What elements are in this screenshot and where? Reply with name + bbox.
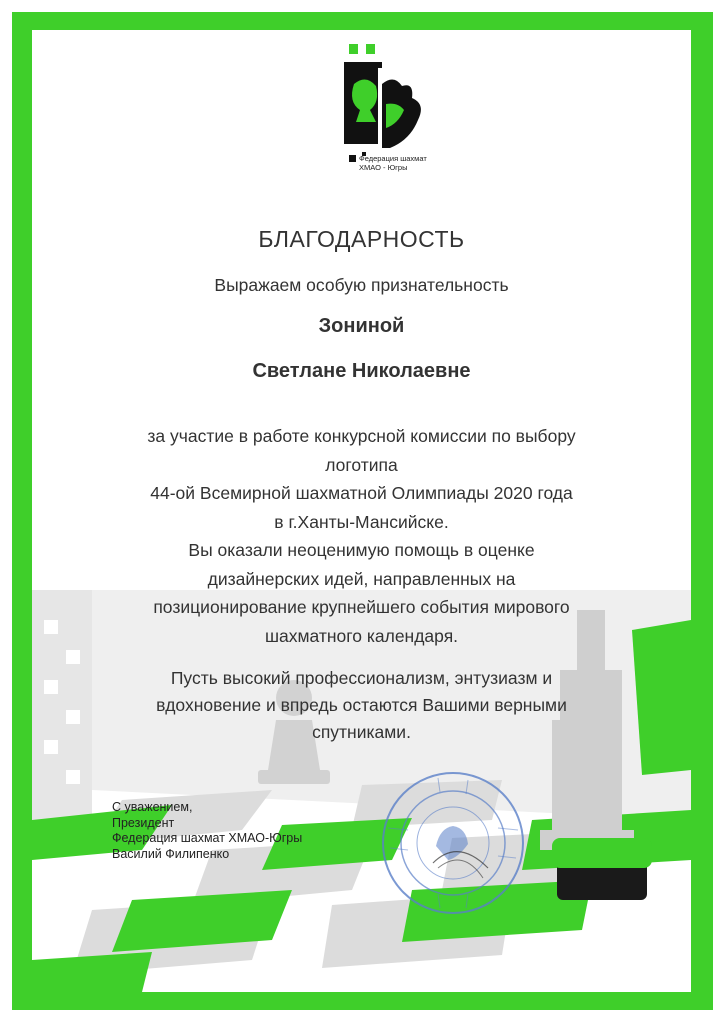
wish-line: спутниками. xyxy=(312,722,411,742)
body-line: в г.Ханты-Мансийске. xyxy=(274,511,449,532)
body-line: 44-ой Всемирной шахматной Олимпиады 2020 года xyxy=(150,483,573,503)
body-line: Вы оказали неоценимую помощь в оценке xyxy=(188,540,535,560)
certificate-subtitle: Выражаем особую признательность xyxy=(214,275,509,295)
logo-caption xyxy=(359,154,427,172)
body-line: шахматного календаря. xyxy=(264,625,459,646)
body-line: дизайнерских идей, направленных на xyxy=(207,568,516,589)
signature-greeting: С уважением, xyxy=(112,800,193,814)
body-line: логотипа xyxy=(325,454,398,475)
wish-line: Пусть высокий профессионализм, энтузиазм и xyxy=(170,668,553,688)
wish-line: вдохновение и впредь остаются Вашими верными xyxy=(156,695,567,715)
recipient-given-names: Светлане Николаевне xyxy=(252,360,471,382)
certificate-body xyxy=(32,422,691,650)
logo-caption-line2: ХМАО - Югры xyxy=(359,163,408,172)
logo-caption-line1: Федерация шахмат xyxy=(359,154,427,163)
official-stamp xyxy=(378,768,528,918)
signature-position: Президент xyxy=(112,815,175,830)
recipient-surname: Зониной xyxy=(318,315,405,337)
signature-name: Василий Филипенко xyxy=(112,846,230,861)
logo-caption-square-icon xyxy=(349,155,356,162)
certificate-paper xyxy=(32,30,691,992)
certificate-title: БЛАГОДАРНОСТЬ xyxy=(258,226,465,252)
body-line: за участие в работе конкурсной комиссии по выбору xyxy=(147,426,576,446)
green-piece-top xyxy=(552,838,652,868)
certificate-wish xyxy=(32,665,691,746)
signature-organization: Федерация шахмат ХМАО-Югры xyxy=(112,831,303,845)
signature-block xyxy=(112,800,302,862)
body-line: позиционирование крупнейшего события мирового xyxy=(153,597,570,617)
